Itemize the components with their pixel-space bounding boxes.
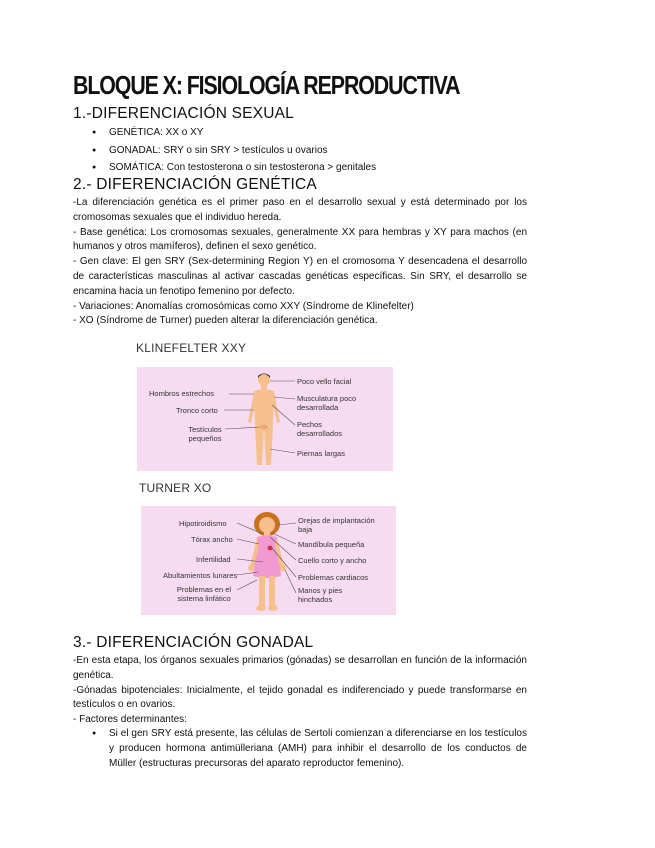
paragraph: -En esta etapa, los órganos sexuales primarios (gónadas) se desarrollan en función de la información genética.	[73, 655, 527, 681]
paragraph: - Gen clave: El gen SRY (Sex-determining Region Y) en el cromosoma Y desencadena el desarrollo de características masculinas al activar cascadas genéticas específicas. Sin SRY, el desarrollo se encamina hacia un fenotipo femenino por defecto.	[73, 256, 527, 297]
section-2-heading: 2.- DIFERENCIACIÓN GENÉTICA	[73, 176, 317, 193]
label-moles: Abultamientos lunares	[163, 571, 238, 580]
label-breasts: Pechos desarrollados	[297, 420, 343, 438]
label-musculature: Musculatura poco desarrollada	[297, 394, 357, 412]
turner-caption: TURNER XO	[139, 481, 212, 495]
label-testicles: Testículos pequeños	[188, 425, 222, 443]
turner-illustration	[141, 506, 396, 615]
label-neck: Cuello corto y ancho	[298, 556, 367, 565]
label-cardiac: Problemas cardiacos	[298, 573, 369, 582]
label-shoulders: Hombros estrechos	[149, 389, 215, 398]
section-1-bullet-list	[92, 124, 376, 177]
klinefelter-caption: KLINEFELTER XXY	[136, 341, 247, 355]
label-ears: Orejas de implantación baja	[298, 516, 375, 534]
section-3-bullet	[92, 727, 527, 771]
male-figure-icon	[137, 367, 393, 471]
list-item: ● GONADAL: SRY o sin SRY > testículos u ovarios	[92, 142, 376, 160]
label-facial-hair: Poco vello facial	[297, 377, 352, 386]
list-item: ● SOMÁTICA: Con testosterona o sin testosterona > genitales	[92, 159, 376, 177]
klinefelter-illustration	[137, 367, 393, 471]
paragraph: -La diferenciación genética es el primer paso en el desarrollo sexual y está determinado por los cromosomas sexuales que el individuo hereda.	[73, 197, 527, 223]
label-jaw: Mandíbula pequeña	[298, 540, 365, 549]
label-legs: Piernas largas	[297, 449, 345, 458]
paragraph: - XO (Síndrome de Turner) pueden alterar la diferenciación genética.	[73, 315, 378, 327]
label-chest: Tórax ancho	[191, 535, 233, 544]
section-2-body	[73, 196, 527, 329]
section-3-body	[73, 654, 527, 728]
page-title: BLOQUE X: FISIOLOGÍA REPRODUCTIVA	[73, 70, 460, 100]
list-item: Si el gen SRY está presente, las células de Sertoli comienzan a diferenciarse en los testículos y producen hormona antimülleriana (AMH) para inhibir el desarrollo de los conductos de Müller (estructuras precursoras del aparato reproductor femenino).	[109, 728, 527, 769]
label-lymphatic: Problemas en el sistema linfático	[176, 585, 232, 603]
paragraph: - Factores determinantes:	[73, 714, 187, 726]
section-3-heading: 3.- DIFERENCIACIÓN GONADAL	[73, 634, 314, 651]
label-hypothyroidism: Hipotiroidismo	[179, 519, 227, 528]
section-1-heading: 1.-DIFERENCIACIÓN SEXUAL	[73, 105, 294, 122]
paragraph: -Gónadas bipotenciales: Inicialmente, el tejido gonadal es indiferenciado y puede transformarse en testículos o en ovarios.	[73, 684, 527, 711]
bullet-dot-icon: ●	[92, 730, 97, 737]
label-hands-feet: Manos y pies hinchados	[298, 586, 343, 604]
label-trunk: Tronco corto	[176, 406, 218, 415]
label-infertility: Infertilidad	[196, 555, 231, 564]
paragraph: - Base genética: Los cromosomas sexuales, generalmente XX para hembras y XY para machos (en humanos y otros mamíferos), definen el sexo genético.	[73, 226, 527, 253]
paragraph: - Variaciones: Anomalías cromosómicas como XXY (Síndrome de Klinefelter)	[73, 300, 414, 312]
list-item: ● GENÉTICA: XX o XY	[92, 124, 376, 142]
